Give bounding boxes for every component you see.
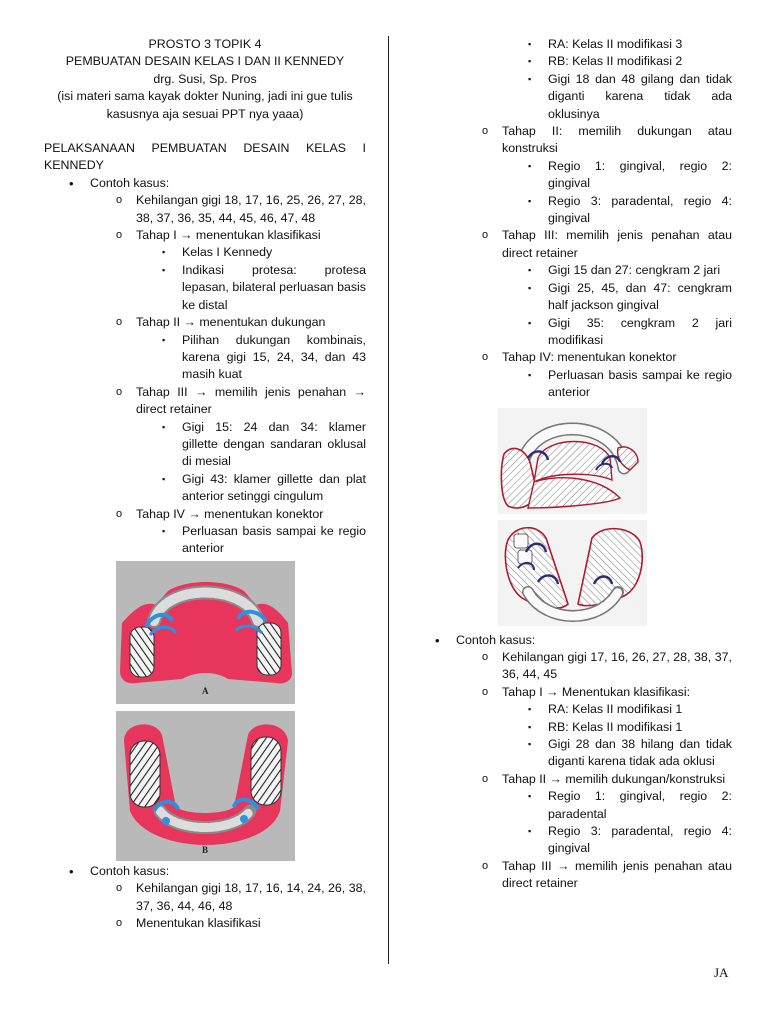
list-item: ▪ RB: Kelas II modifikasi 2 — [410, 53, 732, 70]
list-item: ▪ Regio 1: gingival, regio 2: paradental — [410, 788, 732, 823]
case-1-missing-teeth: o Kehilangan gigi 18, 17, 16, 25, 26, 27, 28, 38, 37, 36, 35, 44, 45, 46, 47, 48 — [44, 192, 366, 227]
step-3-heading: o Tahap III → memilih jenis penahan → direct retainer — [44, 384, 366, 419]
case-2-label: • Contoh kasus: — [44, 863, 366, 880]
list-item: ▪ Gigi 15 dan 27: cengkram 2 jari — [410, 262, 732, 279]
list-item: ▪ Gigi 28 dan 38 hilang dan tidak diganti karena tidak ada oklusi — [410, 736, 732, 771]
case-3-label: • Contoh kasus: — [410, 632, 732, 649]
step-2-heading: o Tahap II: memilih dukungan atau konstruksi — [410, 123, 732, 158]
step-2-heading: o Tahap II → menentukan dukungan — [44, 314, 366, 331]
list-item: ▪ Perluasan basis sampai ke regio anterior — [44, 523, 366, 558]
list-item: ▪ Kelas I Kennedy — [44, 244, 366, 261]
step-1-heading: o Tahap I → menentukan klasifikasi — [44, 227, 366, 244]
case-1-label: • Contoh kasus: — [44, 175, 366, 192]
case-3-missing-teeth: o Kehilangan gigi 17, 16, 26, 27, 28, 38, 37, 36, 44, 45 — [410, 649, 732, 684]
denture-photo-b — [116, 711, 295, 861]
doc-header — [44, 36, 366, 123]
case-3-step-2: o Tahap II → memilih dukungan/konstruksi — [410, 771, 732, 788]
divider-line — [388, 36, 389, 964]
list-item: ▪ RA: Kelas II modifikasi 3 — [410, 36, 732, 53]
denture-photo-a — [116, 561, 295, 704]
case-3-step-3: o Tahap III → memilih jenis penahan atau direct retainer — [410, 858, 732, 893]
section-title: PELAKSANAAN PEMBUATAN DESAIN KELAS I KENNEDY — [44, 141, 366, 173]
figure-label-a: A — [202, 685, 209, 696]
case-2-missing-teeth: o Kehilangan gigi 18, 17, 16, 14, 24, 26, 38, 37, 36, 44, 46, 48 — [44, 880, 366, 915]
list-item: ▪ Gigi 18 dan 48 gilang dan tidak diganti karena tidak ada oklusinya — [410, 71, 732, 123]
list-item: ▪ Gigi 43: klamer gillette dan plat anterior setinggi cingulum — [44, 471, 366, 506]
header-line-2: PEMBUATAN DESAIN KELAS I DAN II KENNEDY — [65, 54, 345, 69]
list-item: ▪ Gigi 35: cengkram 2 jari modifikasi — [410, 315, 732, 350]
denture-sketch-lower — [498, 520, 647, 626]
list-item: ▪ Gigi 15: 24 dan 34: klamer gillette dengan sandaran oklusal di mesial — [44, 419, 366, 471]
step-4-heading: o Tahap IV: menentukan konektor — [410, 349, 732, 366]
step-3-heading: o Tahap III: memilih jenis penahan atau direct retainer — [410, 227, 732, 262]
figure-label-b: B — [202, 844, 209, 855]
step-4-heading: o Tahap IV → menentukan konektor — [44, 506, 366, 523]
denture-sketch-upper — [498, 408, 647, 514]
list-item: ▪ RA: Kelas II modifikasi 1 — [410, 701, 732, 718]
list-item: ▪ RB: Kelas II modifikasi 1 — [410, 719, 732, 736]
list-item: ▪ Indikasi protesa: protesa lepasan, bilateral perluasan basis ke distal — [44, 262, 366, 314]
list-item: ▪ Perluasan basis sampai ke regio anterior — [410, 367, 732, 402]
list-item: ▪ Regio 3: paradental, regio 4: gingival — [410, 823, 732, 858]
header-note: (isi materi sama kayak dokter Nuning, jadi ini gue tulis kasusnya aja sesuai PPT nya yaaa) — [57, 89, 353, 121]
case-3-step-1: o Tahap I → Menentukan klasifikasi: — [410, 684, 732, 701]
left-column — [44, 36, 366, 932]
list-item: ▪ Regio 3: paradental, regio 4: gingival — [410, 193, 732, 228]
list-item: ▪ Gigi 25, 45, dan 47: cengkram half jackson gingival — [410, 280, 732, 315]
list-item: ▪ Regio 1: gingival, regio 2: gingival — [410, 158, 732, 193]
right-column — [410, 36, 732, 893]
list-item: ▪ Pilihan dukungan kombinais, karena gigi 15, 24, 34, dan 43 masih kuat — [44, 332, 366, 384]
header-line-1: PROSTO 3 TOPIK 4 — [148, 37, 262, 51]
header-line-3: drg. Susi, Sp. Pros — [153, 71, 257, 86]
footer-initials: JA — [714, 965, 729, 980]
case-2-step-1: o Menentukan klasifikasi — [44, 915, 366, 932]
